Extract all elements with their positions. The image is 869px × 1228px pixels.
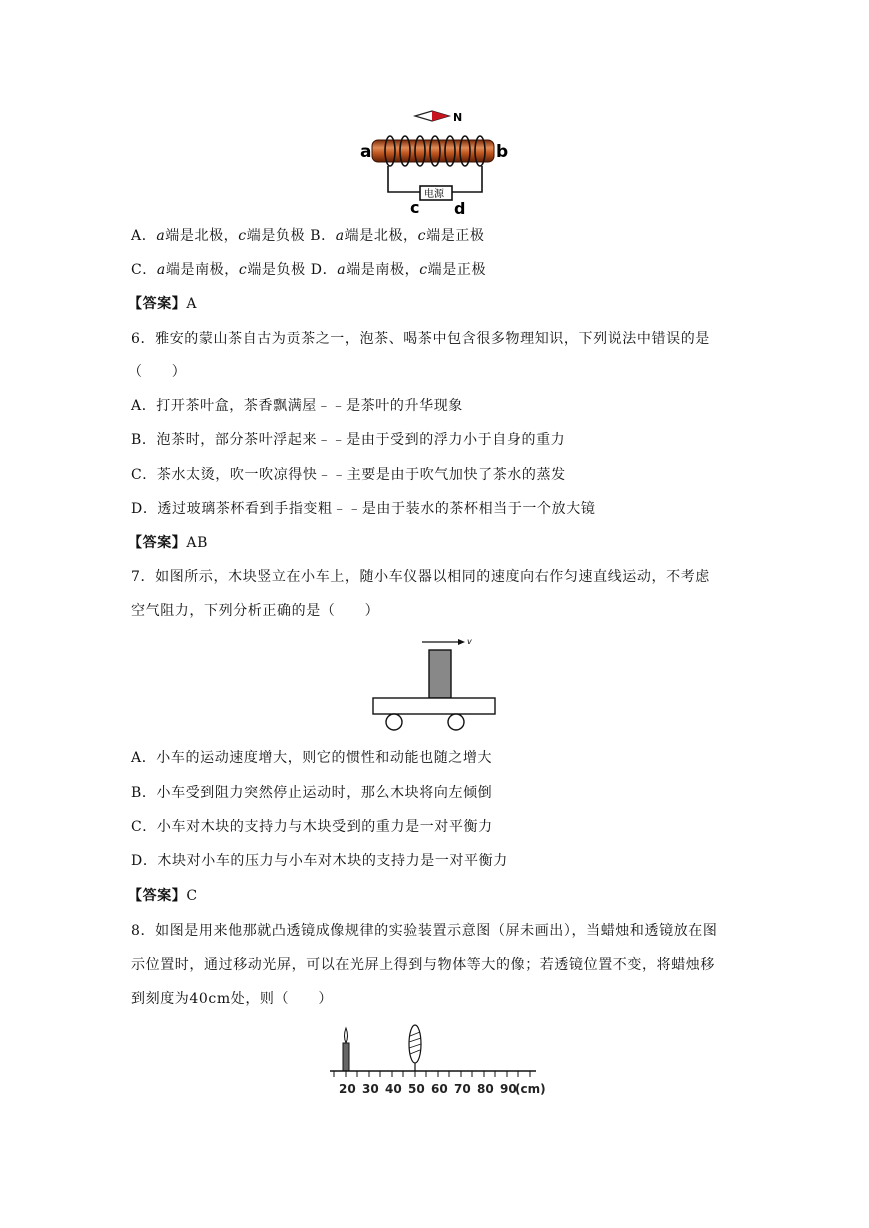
q7-option-a: A．小车的运动速度增大，则它的惯性和动能也随之增大 [131,750,493,766]
q8-stem-line1: 8．如图是用来他那就凸透镜成像规律的实验装置示意图（屏未画出），当蜡烛和透镜放在图 [131,923,718,939]
convex-lens [409,1025,421,1071]
cart-body [373,698,495,714]
q5-options-row1: A．a端是北极，c端是负极 B．a端是北极，c端是正极 [131,228,485,244]
q5-answer: 【答案】A [128,296,198,312]
q7-stem-line2: 空气阻力，下列分析正确的是（ ） [131,603,380,619]
q7-stem-line1: 7．如图所示，木块竖立在小车上，随小车仪器以相同的速度向右作匀速直线运动，不考虑 [131,569,710,585]
q7-option-d: D．木块对小车的压力与小车对木块的支持力是一对平衡力 [131,853,508,869]
tick-label-50: 50 [408,1082,425,1096]
label-a: a [360,142,372,162]
tick-label-80: 80 [477,1082,494,1096]
q6-option-c: C．茶水太烫，吹一吹凉得快﹣﹣主要是由于吹气加快了茶水的蒸发 [131,467,566,483]
tick-label-20: 20 [339,1082,356,1096]
compass-needle [415,111,449,121]
label-d: d [454,199,466,216]
label-c: c [410,198,420,216]
q6-option-b: B．泡茶时，部分茶叶浮起来﹣﹣是由于受到的浮力小于自身的重力 [131,432,566,448]
tick-label-60: 60 [431,1082,448,1096]
label-n: N [453,111,463,124]
q7-option-b: B．小车受到阻力突然停止运动时，那么木块将向左倾倒 [131,785,493,801]
ruler-unit: (cm) [515,1082,546,1096]
tick-label-90: 90 [500,1082,517,1096]
tick-label-30: 30 [362,1082,379,1096]
q7-option-c: C．小车对木块的支持力与木块受到的重力是一对平衡力 [131,819,493,835]
cart-figure [370,634,500,734]
q6-answer: 【答案】AB [128,535,209,551]
label-b: b [496,142,509,162]
candle [343,1028,349,1071]
tick-label-40: 40 [385,1082,402,1096]
solenoid-figure [360,104,520,216]
wire-left [388,166,420,192]
wooden-block [429,650,451,698]
ruler-ticks [334,1071,530,1077]
tick-label-70: 70 [454,1082,471,1096]
q8-stem-line2: 示位置时，通过移动光屏，可以在光屏上得到与物体等大的像；若透镜位置不变，将蜡烛移 [131,957,715,973]
q6-option-d: D．透过玻璃茶杯看到手指变粗﹣﹣是由于装水的茶杯相当于一个放大镜 [131,501,596,517]
optical-bench-figure [326,1022,546,1102]
label-v: v [467,637,472,646]
q7-answer: 【答案】C [128,888,198,904]
q6-stem-line1: 6．雅安的蒙山茶自古为贡茶之一，泡茶、喝茶中包含很多物理知识，下列说法中错误的是 [131,331,710,347]
wheel-left [386,714,402,730]
wheel-right [448,714,464,730]
q8-stem-line3: 到刻度为40cm处，则（ ） [131,991,333,1007]
q6-option-a: A．打开茶叶盒，茶香飘满屋﹣﹣是茶叶的升华现象 [131,398,463,414]
q5-options-row2: C．a端是南极，c端是负极 D．a端是南极，c端是正极 [131,262,487,278]
wire-right [452,166,482,192]
label-power: 电源 [424,189,444,200]
q6-stem-line2: （ ） [128,364,187,380]
